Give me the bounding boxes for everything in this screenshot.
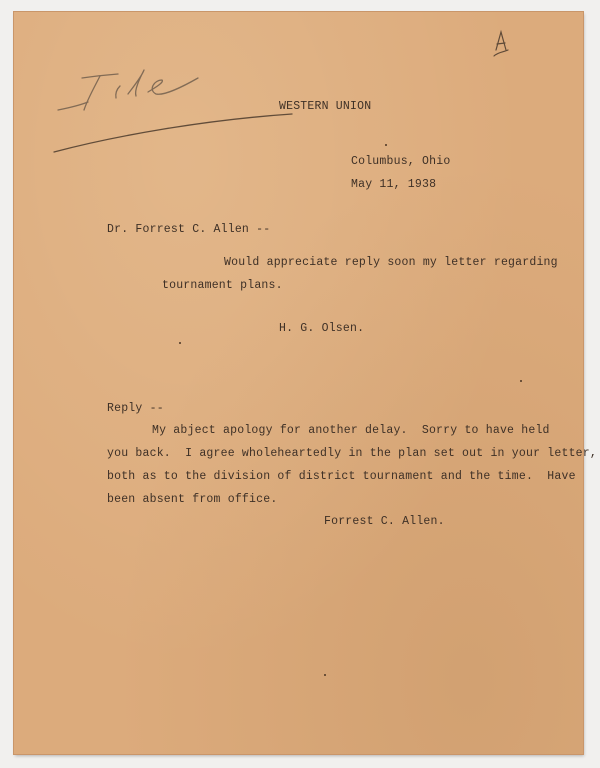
place: Columbus, Ohio [351, 155, 451, 168]
reply-line: been absent from office. [107, 493, 278, 506]
telegram-line: Would appreciate reply soon my letter regarding [224, 256, 558, 269]
ink-speck [179, 342, 181, 344]
document-page [14, 12, 597, 754]
reply-line: you back. I agree wholeheartedly in the plan set out in your letter, [107, 447, 597, 460]
salutation: Dr. Forrest C. Allen -- [107, 223, 271, 236]
header-western-union: WESTERN UNION [279, 100, 372, 113]
reply-line: both as to the division of district tournament and the time. Have [107, 470, 576, 483]
reply-line: My abject apology for another delay. Sorry to have held [152, 424, 550, 437]
ink-speck [520, 380, 522, 382]
ink-speck [385, 144, 387, 146]
telegram-sender: H. G. Olsen. [279, 322, 365, 335]
reply-heading: Reply -- [107, 402, 164, 415]
ink-speck [324, 674, 326, 676]
handwritten-corner-annotation [490, 26, 512, 62]
date: May 11, 1938 [351, 178, 437, 191]
telegram-line: tournament plans. [162, 279, 283, 292]
reply-signature: Forrest C. Allen. [324, 515, 445, 528]
